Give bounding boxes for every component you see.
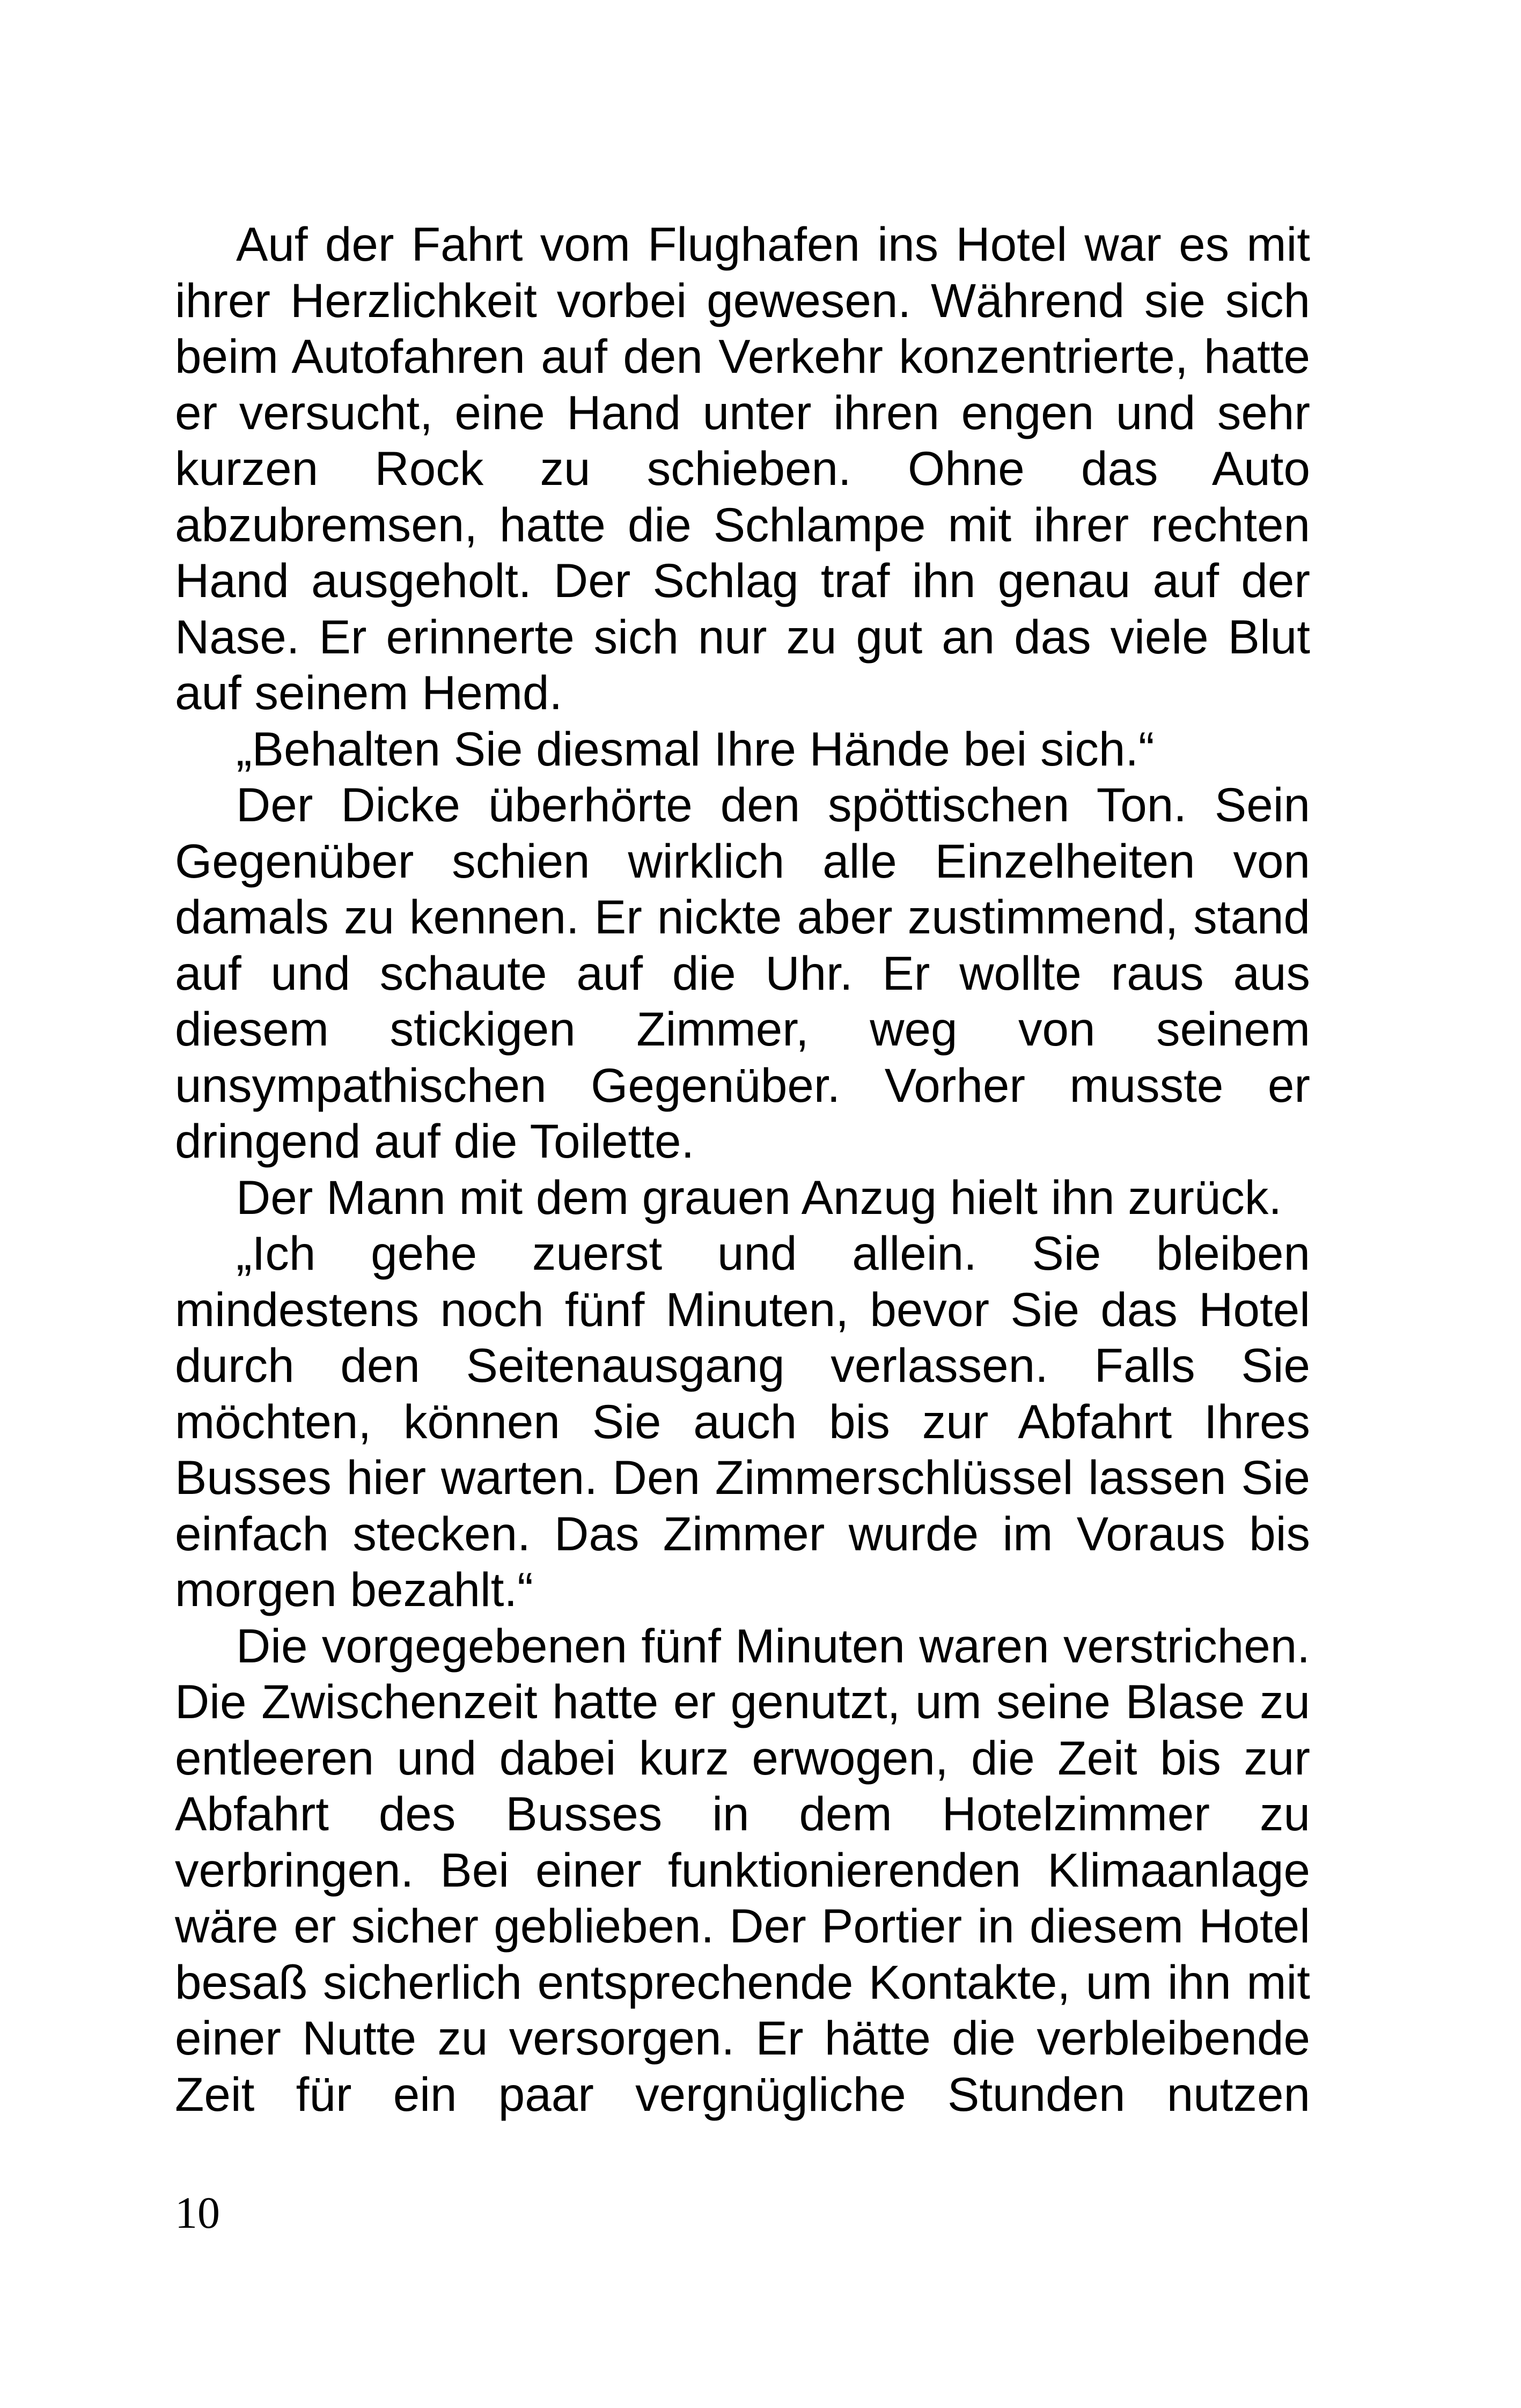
paragraph-6: Die vorgegebenen fünf Minuten waren verstrichen. Die Zwischenzeit hatte er genutzt, um seine Blase zu entleeren und dabei kurz erwogen, die Zeit bis zur Abfahrt des Busses in dem Hotelzimmer zu verbringen. Bei einer funktionierenden Klimaanlage wäre er sicher geblieben. Der Portier in diesem Hotel besaß sicherlich entsprechende Kontakte, um ihn mit einer Nutte zu versorgen. Er hätte die verbleibende Zeit für ein paar vergnügliche Stunden nutzen (175, 1618, 1310, 2121)
page-number: 10 (175, 2188, 220, 2238)
paragraph-3: Der Dicke überhörte den spöttischen Ton. Sein Gegenüber schien wirklich alle Einzelheiten von damals zu kennen. Er nickte aber zustimmend, stand auf und schaute auf die Uhr. Er wollte raus aus diesem stickigen Zimmer, weg von seinem unsympathischen Gegenüber. Vorher musste er dringend auf die Toilette. (175, 778, 1310, 1168)
paragraph-5: „Ich gehe zuerst und allein. Sie bleiben mindestens noch fünf Minuten, bevor Sie das Hotel durch den Seitenausgang verlassen. Falls Sie möchten, können Sie auch bis zur Abfahrt Ihres Busses hier warten. Den Zimmerschlüssel lassen Sie einfach stecken. Das Zimmer wurde im Voraus bis morgen bezahlt.“ (175, 1226, 1310, 1616)
paragraph-4: Der Mann mit dem grauen Anzug hielt ihn zurück. (236, 1170, 1282, 1224)
paragraph-2: „Behalten Sie diesmal Ihre Hände bei sich.“ (236, 721, 1155, 776)
body-text (175, 216, 1310, 2122)
paragraph-1: Auf der Fahrt vom Flughafen ins Hotel war es mit ihrer Herzlichkeit vorbei gewesen. Während sie sich beim Autofahren auf den Verkehr konzentrierte, hatte er versucht, eine Hand unter ihren engen und sehr kurzen Rock zu schieben. Ohne das Auto abzubremsen, hatte die Schlampe mit ihrer rechten Hand ausgeholt. Der Schlag traf ihn genau auf der Nase. Er erinnerte sich nur zu gut an das viele Blut auf seinem Hemd. (175, 217, 1310, 719)
